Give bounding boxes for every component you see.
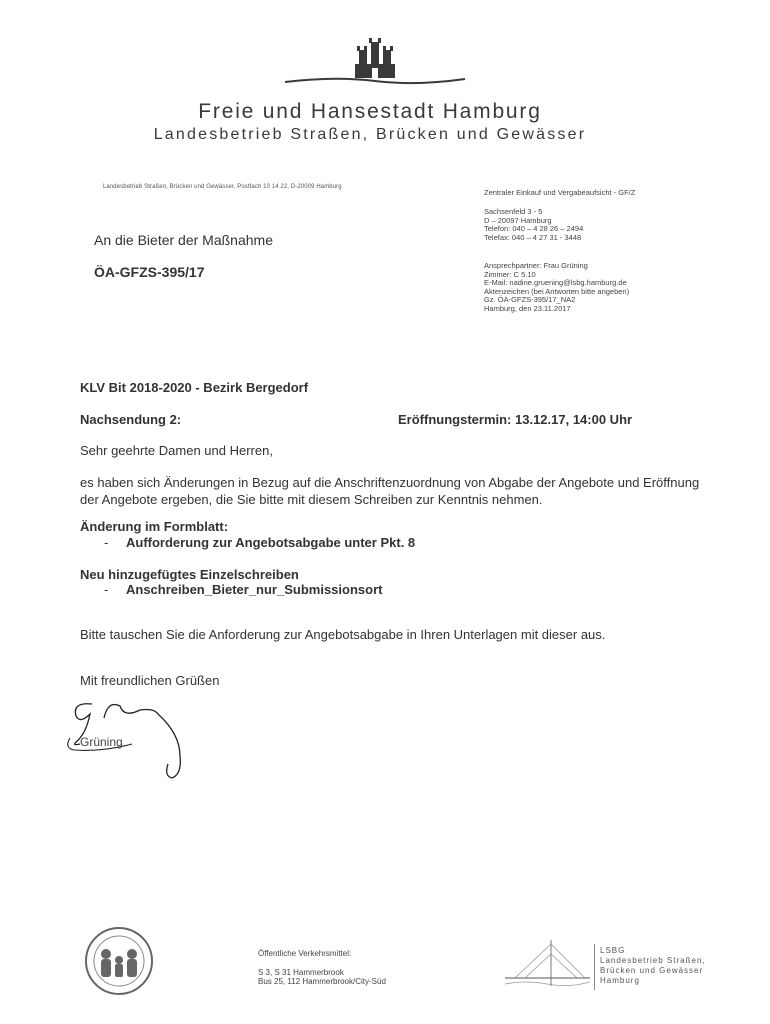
list-item-text: Aufforderung zur Angebotsabgabe unter Pkt. 8 [126, 535, 416, 550]
lsbg-wordmark [600, 946, 706, 986]
lsbg-line: Landesbetrieb Straßen, [600, 956, 706, 965]
page-title: Freie und Hansestadt Hamburg [198, 100, 542, 123]
sender-line: Landesbetrieb Straßen, Brücken und Gewässer, Postfach 10 14 22, D-20009 Hamburg [103, 184, 342, 190]
lsbg-line: Brücken und Gewässer [600, 966, 704, 975]
address-line: Telefax: 040 – 4 27 31 - 3448 [484, 232, 582, 242]
section-heading-formblatt: Änderung im Formblatt: [80, 519, 229, 534]
list-item-text: Anschreiben_Bieter_nur_Submissionsort [126, 582, 383, 597]
contact-line: Zimmer: C 5.10 [484, 269, 536, 279]
recipient: An die Bieter der Maßnahme [94, 232, 273, 248]
salutation: Sehr geehrte Damen und Herren, [80, 443, 273, 458]
contact-line: Aktenzeichen (bei Antworten bitte angeben) [484, 286, 630, 296]
address-block [484, 208, 583, 242]
contact-line: E-Mail: nadine.gruening@lsbg.hamburg.de [484, 278, 627, 288]
transport-info [258, 949, 386, 987]
closing: Mit freundlichen Grüßen [80, 673, 220, 688]
body-paragraph-1: es haben sich Änderungen in Bezug auf die Anschriftenzuordnung von Abgabe der Angebote und Eröffnung der Angebote ergeben, die Sie bitte mit diesem Schreiben zur Kenntnis nehmen. [80, 475, 700, 507]
contact-block [484, 262, 629, 314]
section-heading-einzelschreiben: Neu hinzugefügtes Einzelschreiben [80, 567, 299, 582]
contact-line: Hamburg, den 23.11.2017 [484, 303, 571, 313]
opening-date: Eröffnungstermin: 13.12.17, 14:00 Uhr [398, 412, 633, 427]
signature-name: Grüning [80, 735, 123, 749]
body-paragraph-2: Bitte tauschen Sie die Anforderung zur Angebotsabgabe in Ihren Unterlagen mit dieser aus. [80, 627, 606, 642]
department: Zentraler Einkauf und Vergabeaufsicht - GF/Z [484, 188, 636, 197]
bridge-logo-icon [505, 938, 590, 994]
address-line: D – 20097 Hamburg [484, 215, 552, 225]
list-item [104, 535, 415, 550]
address-line: Telefon: 040 – 4 28 26 – 2494 [484, 224, 584, 234]
contact-line: Gz. ÖA-GFZS-395/17_NA2 [484, 295, 576, 305]
bullet-dash: - [104, 582, 109, 597]
reference-number: ÖA-GFZS-395/17 [94, 264, 205, 280]
transport-line: S 3, S 31 Hammerbrook [258, 967, 344, 977]
lsbg-line: Hamburg [600, 976, 640, 985]
hamburg-crest-icon [275, 36, 475, 92]
family-seal-icon [84, 926, 154, 996]
lsbg-line: LSBG [600, 946, 626, 955]
transport-title: Öffentliche Verkehrsmittel: [258, 949, 352, 958]
address-line: Sachsenfeld 3 - 5 [484, 207, 543, 216]
page-subtitle: Landesbetrieb Straßen, Brücken und Gewässer [153, 126, 587, 143]
contact-line: Ansprechpartner: Frau Grüning [484, 261, 588, 270]
list-item [104, 582, 382, 597]
transport-line: Bus 25, 112 Hammerbrook/City-Süd [258, 977, 386, 986]
footer-divider [594, 944, 595, 990]
nachsendung-label: Nachsendung 2: [80, 412, 182, 427]
bullet-dash: - [104, 535, 109, 550]
subject-line: KLV Bit 2018-2020 - Bezirk Bergedorf [80, 380, 309, 395]
